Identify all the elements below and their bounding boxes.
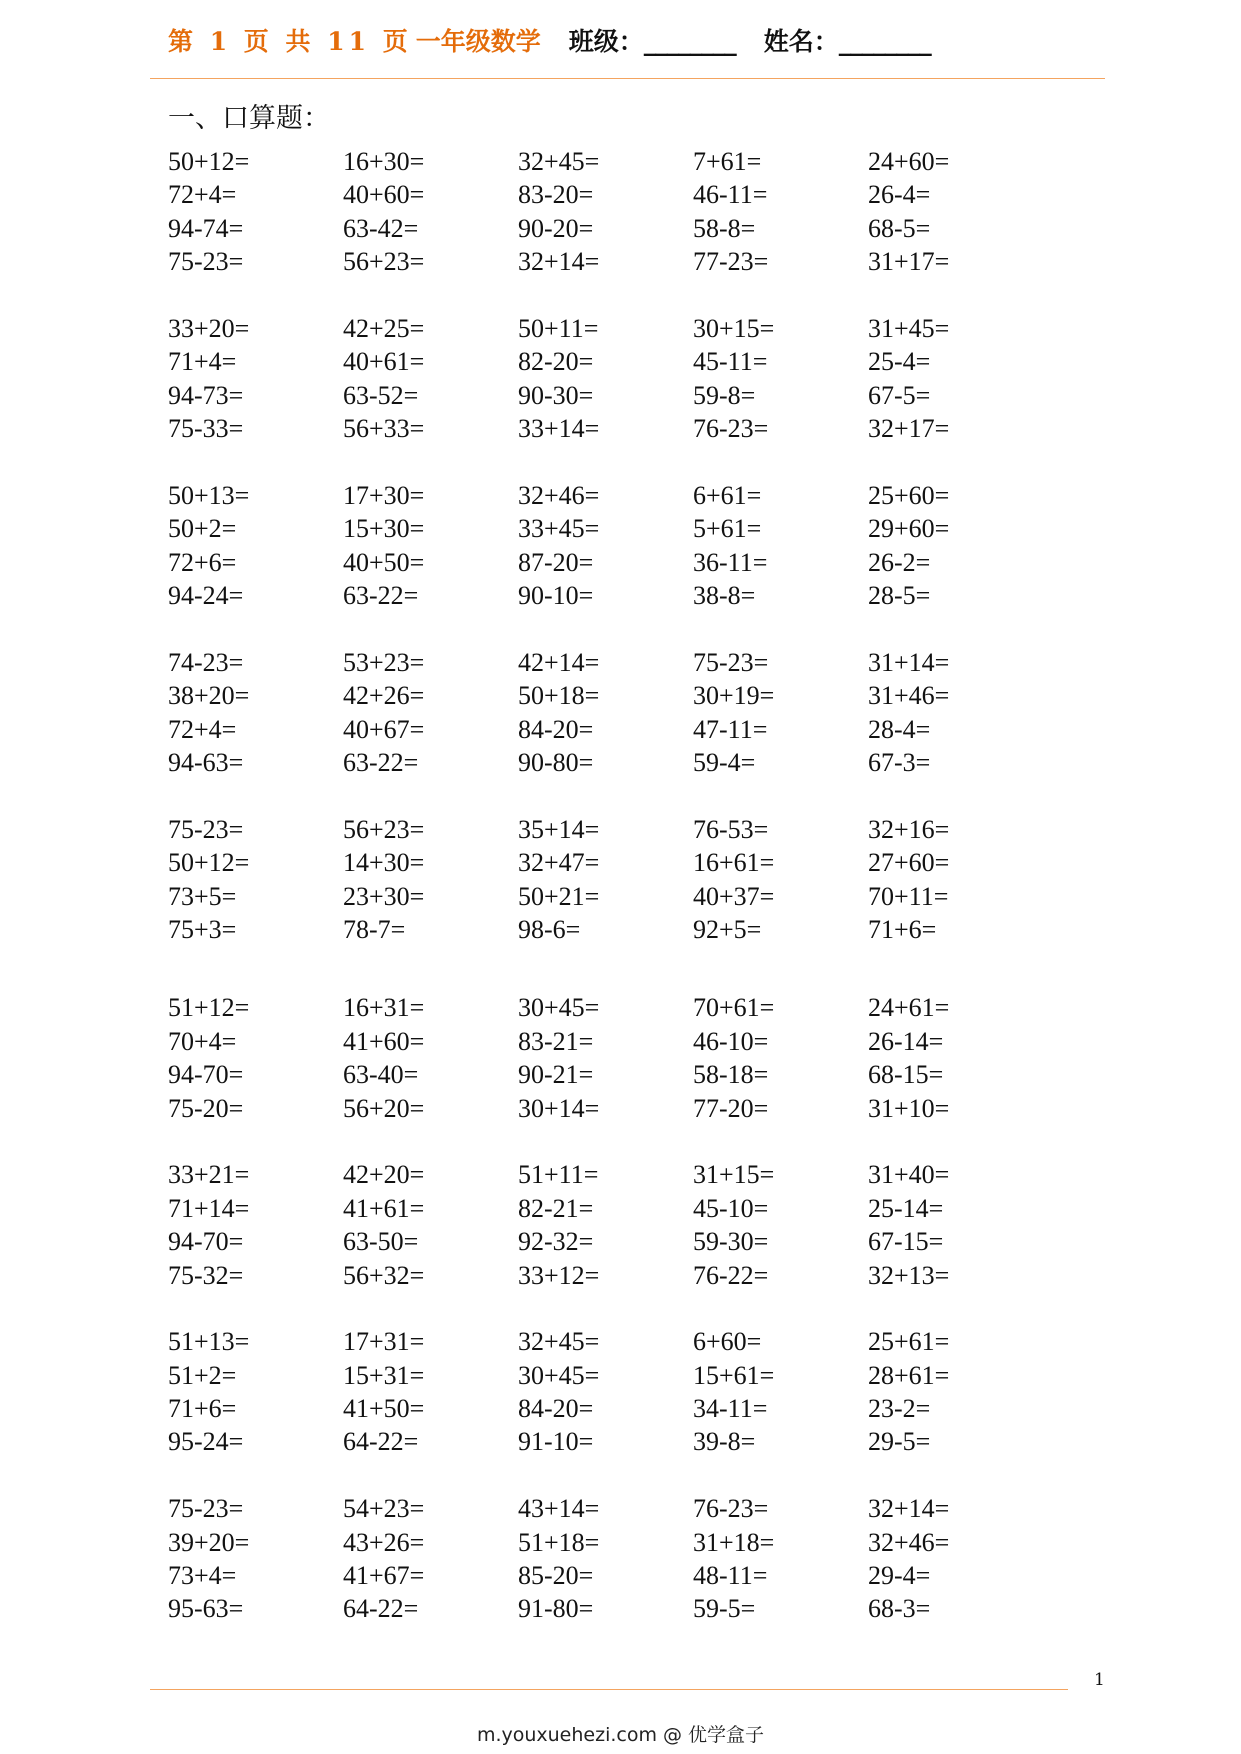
problem-item: 33+20=	[168, 313, 250, 343]
problem-item: 63-42=	[343, 213, 419, 243]
problem-item: 30+45=	[518, 1360, 600, 1390]
problem-item: 56+23=	[343, 247, 425, 277]
problem-item: 51+12=	[168, 993, 250, 1023]
name-blank: ________	[838, 27, 931, 56]
problem-item: 45-11=	[693, 347, 768, 377]
problem-item: 42+20=	[343, 1160, 425, 1190]
problem-item: 25-4=	[868, 347, 931, 377]
problem-item: 71+6=	[168, 1394, 237, 1424]
problem-item: 59-30=	[693, 1227, 769, 1257]
problem-item: 33+14=	[518, 414, 600, 444]
problem-item: 64-22=	[343, 1427, 419, 1457]
problem-item: 32+16=	[868, 814, 950, 844]
problem-item: 28-4=	[868, 714, 931, 744]
problem-item: 94-63=	[168, 748, 244, 778]
problem-item: 77-20=	[693, 1093, 769, 1123]
problem-item: 29-5=	[868, 1427, 931, 1457]
problem-item: 41+60=	[343, 1026, 425, 1056]
problem-item: 75-23=	[168, 1494, 244, 1524]
group-spacer	[168, 1459, 1043, 1492]
problem-item: 75-23=	[168, 247, 244, 277]
problem-item: 42+26=	[343, 681, 425, 711]
problem-item: 92+5=	[693, 914, 762, 944]
problem-item: 63-22=	[343, 581, 419, 611]
problem-item: 64-22=	[343, 1594, 419, 1624]
problem-item: 34-11=	[693, 1394, 768, 1424]
problem-item: 26-4=	[868, 180, 931, 210]
group-spacer	[168, 1125, 1043, 1158]
problem-item: 73+5=	[168, 881, 237, 911]
problem-item: 90-10=	[518, 581, 594, 611]
problem-item: 33+12=	[518, 1260, 600, 1290]
problem-item: 51+18=	[518, 1527, 600, 1557]
problem-item: 28-5=	[868, 581, 931, 611]
problem-item: 15+61=	[693, 1360, 775, 1390]
problem-item: 72+6=	[168, 547, 237, 577]
problem-item: 51+11=	[518, 1160, 599, 1190]
problem-item: 7+61=	[693, 147, 762, 176]
problem-item: 24+61=	[868, 993, 950, 1023]
problem-item: 76-22=	[693, 1260, 769, 1290]
problem-item: 76-23=	[693, 1494, 769, 1524]
problem-item: 30+19=	[693, 681, 775, 711]
problem-item: 40+60=	[343, 180, 425, 210]
problem-item: 31+15=	[693, 1160, 775, 1190]
problem-item: 43+14=	[518, 1494, 600, 1524]
problem-item: 83-21=	[518, 1026, 594, 1056]
class-label: 班级：	[568, 27, 644, 56]
problem-item: 67-15=	[868, 1227, 944, 1257]
problem-item: 38+20=	[168, 681, 250, 711]
problem-item: 31+46=	[868, 681, 950, 711]
problem-item: 17+30=	[343, 480, 425, 510]
problem-item: 59-4=	[693, 748, 756, 778]
problem-item: 50+21=	[518, 881, 600, 911]
problem-item: 94-74=	[168, 213, 244, 243]
problem-item: 90-21=	[518, 1060, 594, 1090]
problem-item: 94-70=	[168, 1227, 244, 1257]
problem-item: 25+60=	[868, 480, 950, 510]
problem-item: 76-23=	[693, 414, 769, 444]
problem-item: 67-5=	[868, 380, 931, 410]
problem-item: 90-30=	[518, 380, 594, 410]
problem-item: 35+14=	[518, 814, 600, 844]
problem-item: 63-40=	[343, 1060, 419, 1090]
problem-item: 24+60=	[868, 147, 950, 176]
section-title: 一、口算题：	[168, 103, 330, 134]
problem-item: 53+23=	[343, 647, 425, 677]
problem-item: 91-10=	[518, 1427, 594, 1457]
problem-item: 42+25=	[343, 313, 425, 343]
problem-item: 82-21=	[518, 1193, 594, 1223]
problem-item: 56+33=	[343, 414, 425, 444]
problem-item: 23-2=	[868, 1394, 931, 1424]
problem-item: 40+50=	[343, 547, 425, 577]
problem-item: 32+45=	[518, 147, 600, 176]
problem-item: 75-20=	[168, 1093, 244, 1123]
problem-item: 50+12=	[168, 147, 250, 176]
problem-item: 41+67=	[343, 1561, 425, 1591]
problem-item: 32+46=	[868, 1527, 950, 1557]
group-spacer	[168, 1292, 1043, 1325]
problem-item: 31+40=	[868, 1160, 950, 1190]
problem-item: 26-14=	[868, 1026, 944, 1056]
problem-item: 87-20=	[518, 547, 594, 577]
problem-item: 68-15=	[868, 1060, 944, 1090]
problem-item: 50+18=	[518, 681, 600, 711]
problem-item: 36-11=	[693, 547, 768, 577]
problem-item: 32+17=	[868, 414, 950, 444]
problem-grid	[168, 145, 1043, 1626]
problem-item: 72+4=	[168, 180, 237, 210]
problem-item: 51+2=	[168, 1360, 237, 1390]
problem-item: 59-5=	[693, 1594, 756, 1624]
problem-item: 73+4=	[168, 1561, 237, 1591]
problem-item: 40+37=	[693, 881, 775, 911]
problem-item: 95-63=	[168, 1594, 244, 1624]
problem-item: 16+30=	[343, 147, 425, 176]
problem-item: 16+31=	[343, 993, 425, 1023]
problem-item: 32+47=	[518, 848, 600, 878]
problem-item: 27+60=	[868, 848, 950, 878]
problem-item: 39+20=	[168, 1527, 250, 1557]
problem-item: 70+11=	[868, 881, 949, 911]
problem-group	[168, 991, 1043, 1125]
problem-group	[168, 479, 1043, 613]
problem-item: 90-20=	[518, 213, 594, 243]
problem-item: 75+3=	[168, 914, 237, 944]
problem-item: 75-23=	[168, 814, 244, 844]
problem-item: 50+2=	[168, 514, 237, 544]
problem-item: 14+30=	[343, 848, 425, 878]
problem-item: 40+67=	[343, 714, 425, 744]
group-spacer	[168, 946, 1043, 991]
problem-item: 41+50=	[343, 1394, 425, 1424]
problem-item: 72+4=	[168, 714, 237, 744]
problem-item: 25-14=	[868, 1193, 944, 1223]
problem-item: 6+60=	[693, 1327, 762, 1357]
problem-group	[168, 813, 1043, 947]
problem-item: 76-53=	[693, 814, 769, 844]
problem-item: 82-20=	[518, 347, 594, 377]
problem-item: 31+45=	[868, 313, 950, 343]
problem-item: 58-8=	[693, 213, 756, 243]
problem-item: 32+14=	[518, 247, 600, 277]
problem-item: 15+30=	[343, 514, 425, 544]
problem-item: 74-23=	[168, 647, 244, 677]
problem-item: 84-20=	[518, 1394, 594, 1424]
problem-item: 17+31=	[343, 1327, 425, 1357]
problem-item: 95-24=	[168, 1427, 244, 1457]
problem-item: 41+61=	[343, 1193, 425, 1223]
problem-group	[168, 145, 1043, 279]
problem-item: 63-22=	[343, 748, 419, 778]
problem-item: 84-20=	[518, 714, 594, 744]
problem-item: 29-4=	[868, 1561, 931, 1591]
problem-item: 32+46=	[518, 480, 600, 510]
problem-item: 63-52=	[343, 380, 419, 410]
problem-group	[168, 1325, 1043, 1459]
problem-item: 68-3=	[868, 1594, 931, 1624]
problem-item: 70+61=	[693, 993, 775, 1023]
group-spacer	[168, 612, 1043, 645]
problem-item: 42+14=	[518, 647, 600, 677]
problem-item: 28+61=	[868, 1360, 950, 1390]
problem-item: 32+45=	[518, 1327, 600, 1357]
problem-item: 63-50=	[343, 1227, 419, 1257]
problem-item: 32+13=	[868, 1260, 950, 1290]
class-blank: ________	[643, 27, 736, 56]
problem-item: 71+14=	[168, 1193, 250, 1223]
problem-group	[168, 1492, 1043, 1626]
problem-item: 5+61=	[693, 514, 762, 544]
problem-item: 47-11=	[693, 714, 768, 744]
problem-item: 91-80=	[518, 1594, 594, 1624]
problem-item: 25+61=	[868, 1327, 950, 1357]
problem-item: 56+32=	[343, 1260, 425, 1290]
problem-item: 46-11=	[693, 180, 768, 210]
problem-item: 75-32=	[168, 1260, 244, 1290]
problem-item: 78-7=	[343, 914, 406, 944]
problem-item: 71+6=	[868, 914, 937, 944]
page-header	[168, 22, 931, 62]
problem-item: 31+17=	[868, 247, 950, 277]
footer-divider	[150, 1689, 1068, 1690]
problem-item: 39-8=	[693, 1427, 756, 1457]
problem-item: 56+23=	[343, 814, 425, 844]
problem-item: 94-70=	[168, 1060, 244, 1090]
problem-item: 51+13=	[168, 1327, 250, 1357]
name-label: 姓名：	[763, 27, 839, 56]
problem-item: 38-8=	[693, 581, 756, 611]
problem-item: 92-32=	[518, 1227, 594, 1257]
problem-item: 40+61=	[343, 347, 425, 377]
problem-item: 75-33=	[168, 414, 244, 444]
problem-item: 71+4=	[168, 347, 237, 377]
problem-item: 90-80=	[518, 748, 594, 778]
problem-item: 50+11=	[518, 313, 599, 343]
problem-item: 31+18=	[693, 1527, 775, 1557]
problem-item: 58-18=	[693, 1060, 769, 1090]
problem-item: 68-5=	[868, 213, 931, 243]
group-spacer	[168, 779, 1043, 812]
problem-item: 77-23=	[693, 247, 769, 277]
problem-item: 29+60=	[868, 514, 950, 544]
problem-group	[168, 646, 1043, 780]
problem-group	[168, 312, 1043, 446]
problem-group	[168, 1158, 1043, 1292]
problem-item: 67-3=	[868, 748, 931, 778]
group-spacer	[168, 446, 1043, 479]
problem-item: 15+31=	[343, 1360, 425, 1390]
problem-item: 26-2=	[868, 547, 931, 577]
group-spacer	[168, 279, 1043, 312]
problem-item: 94-73=	[168, 380, 244, 410]
problem-item: 6+61=	[693, 480, 762, 510]
problem-item: 23+30=	[343, 881, 425, 911]
problem-item: 98-6=	[518, 914, 581, 944]
subject-title: 一年级数学	[415, 27, 541, 56]
problem-item: 31+14=	[868, 647, 950, 677]
page-number: 1	[1094, 1670, 1105, 1690]
footer-watermark: m.youxuehezi.com @ 优学盒子	[476, 1724, 765, 1746]
problem-item: 50+12=	[168, 848, 250, 878]
problem-item: 56+20=	[343, 1093, 425, 1123]
problem-item: 59-8=	[693, 380, 756, 410]
problem-item: 43+26=	[343, 1527, 425, 1557]
problem-item: 45-10=	[693, 1193, 769, 1223]
problem-item: 33+21=	[168, 1160, 250, 1190]
problem-item: 94-24=	[168, 581, 244, 611]
problem-item: 32+14=	[868, 1494, 950, 1524]
page-info: 第 1 页 共 11 页	[168, 27, 412, 56]
problem-item: 31+10=	[868, 1093, 950, 1123]
header-divider	[150, 78, 1105, 79]
problem-item: 54+23=	[343, 1494, 425, 1524]
problem-item: 16+61=	[693, 848, 775, 878]
problem-item: 75-23=	[693, 647, 769, 677]
problem-item: 48-11=	[693, 1561, 768, 1591]
problem-item: 30+45=	[518, 993, 600, 1023]
problem-item: 30+14=	[518, 1093, 600, 1123]
problem-item: 33+45=	[518, 514, 600, 544]
problem-item: 50+13=	[168, 480, 250, 510]
problem-item: 70+4=	[168, 1026, 237, 1056]
problem-item: 46-10=	[693, 1026, 769, 1056]
problem-item: 30+15=	[693, 313, 775, 343]
problem-item: 83-20=	[518, 180, 594, 210]
problem-item: 85-20=	[518, 1561, 594, 1591]
